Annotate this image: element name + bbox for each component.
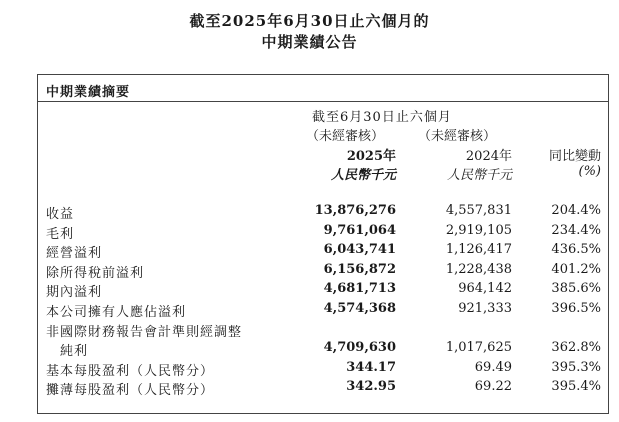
row-value-2025: 6,043,741 <box>323 242 396 258</box>
row-yoy: 395.3% <box>551 359 601 375</box>
header-unaudited-2025: （未經審核） <box>306 129 385 144</box>
row-label: 攤薄每股盈利（人民幣分） <box>46 383 215 399</box>
row-value-2025: 342.95 <box>346 379 396 395</box>
row-yoy: 204.4% <box>551 203 601 218</box>
row-label: 非國際財務報告會計準則經調整 <box>46 324 243 340</box>
row-value-2025: 4,574,368 <box>323 301 396 316</box>
row-value-2024: 1,017,625 <box>445 340 512 356</box>
row-yoy: 362.8% <box>551 340 601 356</box>
header-year-2024: 2024年 <box>465 149 512 164</box>
row-yoy: 385.6% <box>551 281 601 297</box>
row-value-2025: 4,681,713 <box>323 281 396 297</box>
header-yoy: 同比變動 <box>548 149 601 164</box>
row-label: 純利 <box>46 344 89 360</box>
header-unit-2025: 人民幣千元 <box>330 168 396 183</box>
row-label: 除所得稅前溢利 <box>46 265 145 281</box>
row-value-2025: 4,709,630 <box>323 340 396 356</box>
row-value-2024: 1,228,438 <box>445 261 512 277</box>
row-label: 期內溢利 <box>46 285 103 301</box>
row-label: 基本每股盈利（人民幣分） <box>46 363 215 379</box>
header-period: 截至6月30日止六個月 <box>312 110 452 125</box>
row-label: 毛利 <box>46 226 75 242</box>
header-year-2025: 2025年 <box>346 149 396 164</box>
row-label: 經營溢利 <box>46 246 103 262</box>
row-value-2024: 69.22 <box>474 379 512 395</box>
row-yoy: 396.5% <box>551 301 601 316</box>
row-value-2024: 921,333 <box>458 301 512 316</box>
row-yoy: 436.5% <box>551 242 601 258</box>
row-label: 收益 <box>46 207 75 222</box>
announcement-title-line1: 截至2025年6月30日止六個月的 <box>189 12 430 30</box>
row-value-2025: 9,761,064 <box>323 222 396 238</box>
row-value-2024: 4,557,831 <box>445 203 512 218</box>
row-yoy: 395.4% <box>551 379 601 395</box>
row-yoy: 401.2% <box>551 261 601 277</box>
section-title: 中期業績摘要 <box>46 85 131 100</box>
row-value-2024: 2,919,105 <box>445 222 512 238</box>
results-summary-box <box>37 74 609 414</box>
header-unaudited-2024: （未經審核） <box>418 129 497 144</box>
section-divider <box>38 101 608 102</box>
announcement-title-line2: 中期業績公告 <box>261 33 358 51</box>
row-value-2024: 69.49 <box>474 359 512 375</box>
row-value-2025: 13,876,276 <box>314 203 396 218</box>
header-pct: (%) <box>578 164 601 179</box>
row-value-2024: 1,126,417 <box>445 242 512 258</box>
row-value-2024: 964,142 <box>458 281 512 297</box>
row-value-2025: 344.17 <box>346 359 396 375</box>
row-value-2025: 6,156,872 <box>323 261 396 277</box>
row-yoy: 234.4% <box>551 222 601 238</box>
row-label: 本公司擁有人應佔溢利 <box>46 305 187 320</box>
header-unit-2024: 人民幣千元 <box>446 168 512 183</box>
